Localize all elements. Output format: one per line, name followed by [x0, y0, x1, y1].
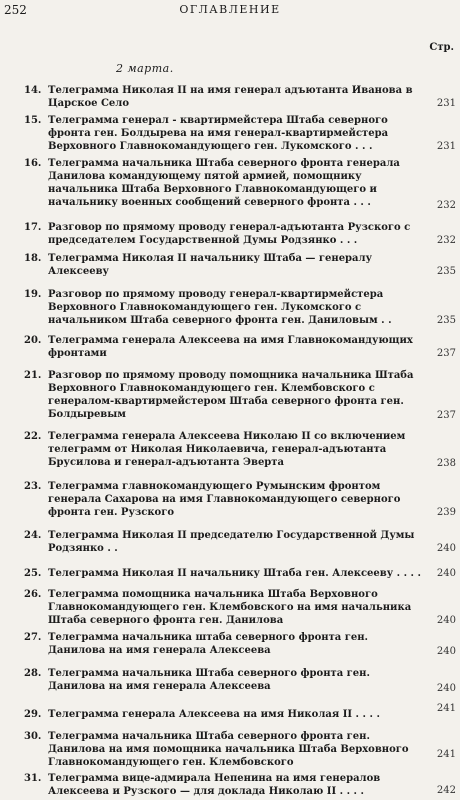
entry-text: Телеграмма помощника начальника Штаба Верховного Главнокомандующего ген. Клембовского на имя начальника Штаба северного фронта ген. Данилова: [48, 589, 412, 626]
entry-text: Телеграмма Николая II начальнику Штаба — генералу Алексееву: [48, 253, 372, 277]
page-header: [0, 3, 460, 19]
entry-text: Телеграмма начальника штаба северного фронта ген. Данилова на имя генерала Алексеева: [48, 632, 369, 656]
entry-number: 30.: [24, 731, 42, 742]
page-title: ОГЛАВЛЕНИЕ: [179, 3, 281, 16]
entry-page: 240: [436, 646, 456, 657]
entry-page: 237: [436, 348, 456, 359]
entry-number: 31.: [24, 773, 42, 784]
entry-text: Телеграмма генерал - квартирмейстера Штаба северного фронта ген. Болдырева на имя генерал-квартирмейстера Верховного Главнокомандующего ген. Лукомского . . .: [48, 115, 389, 152]
entry-page: 240: [436, 683, 456, 694]
entry-number: 23.: [24, 481, 42, 492]
entry-page: 231: [436, 98, 456, 109]
entry-number: 29.: [24, 709, 42, 720]
entry-text: Телеграмма начальника Штаба северного фронта ген. Данилова на имя генерала Алексеева: [48, 668, 370, 692]
entry-text: Телеграмма вице-адмирала Непенина на имя генералов Алексеева и Рузского — для доклада Николаю II . . . .: [48, 773, 381, 797]
page-column-header: Стр.: [429, 42, 454, 53]
entry-page: 231: [436, 141, 456, 152]
entry-page: 240: [436, 615, 456, 626]
entry-text: Разговор по прямому проводу генерал-квартирмейстера Верховного Главнокомандующего ген. Лукомского с начальником Штаба северного фронта ген. Даниловым . .: [48, 289, 392, 326]
entry-page: 239: [436, 507, 456, 518]
entry-text: Телеграмма главнокомандующего Румынским фронтом генерала Сахарова на имя Главнокомандующего северного фронта ген. Рузского: [48, 481, 401, 518]
entry-page: 232: [436, 235, 456, 246]
entry-page: 237: [436, 410, 456, 421]
page-number: 252: [4, 3, 27, 17]
entry-number: 28.: [24, 668, 42, 679]
entry-page: 240: [436, 568, 456, 579]
entry-number: 22.: [24, 431, 42, 442]
entry-page: 235: [436, 266, 456, 277]
entry-text: Телеграмма Николая II начальнику Штаба ген. Алексееву . . . .: [48, 568, 421, 579]
section-date: 2 марта.: [116, 62, 174, 75]
entry-page: 232: [436, 200, 456, 211]
entry-text: Телеграмма Николая II председателю Государственной Думы Родзянко . .: [48, 530, 415, 554]
entry-number: 21.: [24, 370, 42, 381]
entry-number: 14.: [24, 85, 42, 96]
entry-text: Разговор по прямому проводу генерал-адъютанта Рузского с председателем Государственной Думы Родзянко . . .: [48, 222, 411, 246]
entry-number: 18.: [24, 253, 42, 264]
entry-page: 235: [436, 315, 456, 326]
entry-text: Телеграмма Николая II на имя генерал адъютанта Иванова в Царское Село: [48, 85, 413, 109]
entry-text: Телеграмма генерала Алексеева Николаю II со включением телеграмм от Николая Николаевича, генерал-адъютанта Брусилова и генерал-адъютанта Эверта: [48, 431, 406, 468]
entry-number: 19.: [24, 289, 42, 300]
entry-number: 24.: [24, 530, 42, 541]
entry-number: 27.: [24, 632, 42, 643]
entry-page: 241: [436, 703, 456, 714]
entry-number: 16.: [24, 158, 42, 169]
entry-page: 240: [436, 543, 456, 554]
entry-number: 20.: [24, 335, 42, 346]
entry-number: 25.: [24, 568, 42, 579]
entry-page: 241: [436, 749, 456, 760]
entry-text: Разговор по прямому проводу помощника начальника Штаба Верховного Главнокомандующего ген. Клембовского с генералом-квартирмейстером Штаба северного фронта ген. Болдыревым: [48, 370, 414, 420]
entry-text: Телеграмма начальника Штаба северного фронта генерала Данилова командующему пятой армией, помощнику начальника Штаба Верховного Главнокомандующего и начальнику военных сообщений северного фронта . . .: [48, 158, 400, 208]
entry-number: 17.: [24, 222, 42, 233]
entry-text: Телеграмма генерала Алексеева на имя Николая II . . . .: [48, 709, 380, 720]
entry-number: 26.: [24, 589, 42, 600]
entry-text: Телеграмма генерала Алексеева на имя Главнокомандующих фронтами: [48, 335, 413, 359]
entry-page: 238: [436, 458, 456, 469]
entry-text: Телеграмма начальника Штаба северного фронта ген. Данилова на имя помощника начальника Штаба Верховного Главнокомандующего ген. Клембовского: [48, 731, 409, 768]
entry-page: 242: [436, 785, 456, 796]
entry-number: 15.: [24, 115, 42, 126]
